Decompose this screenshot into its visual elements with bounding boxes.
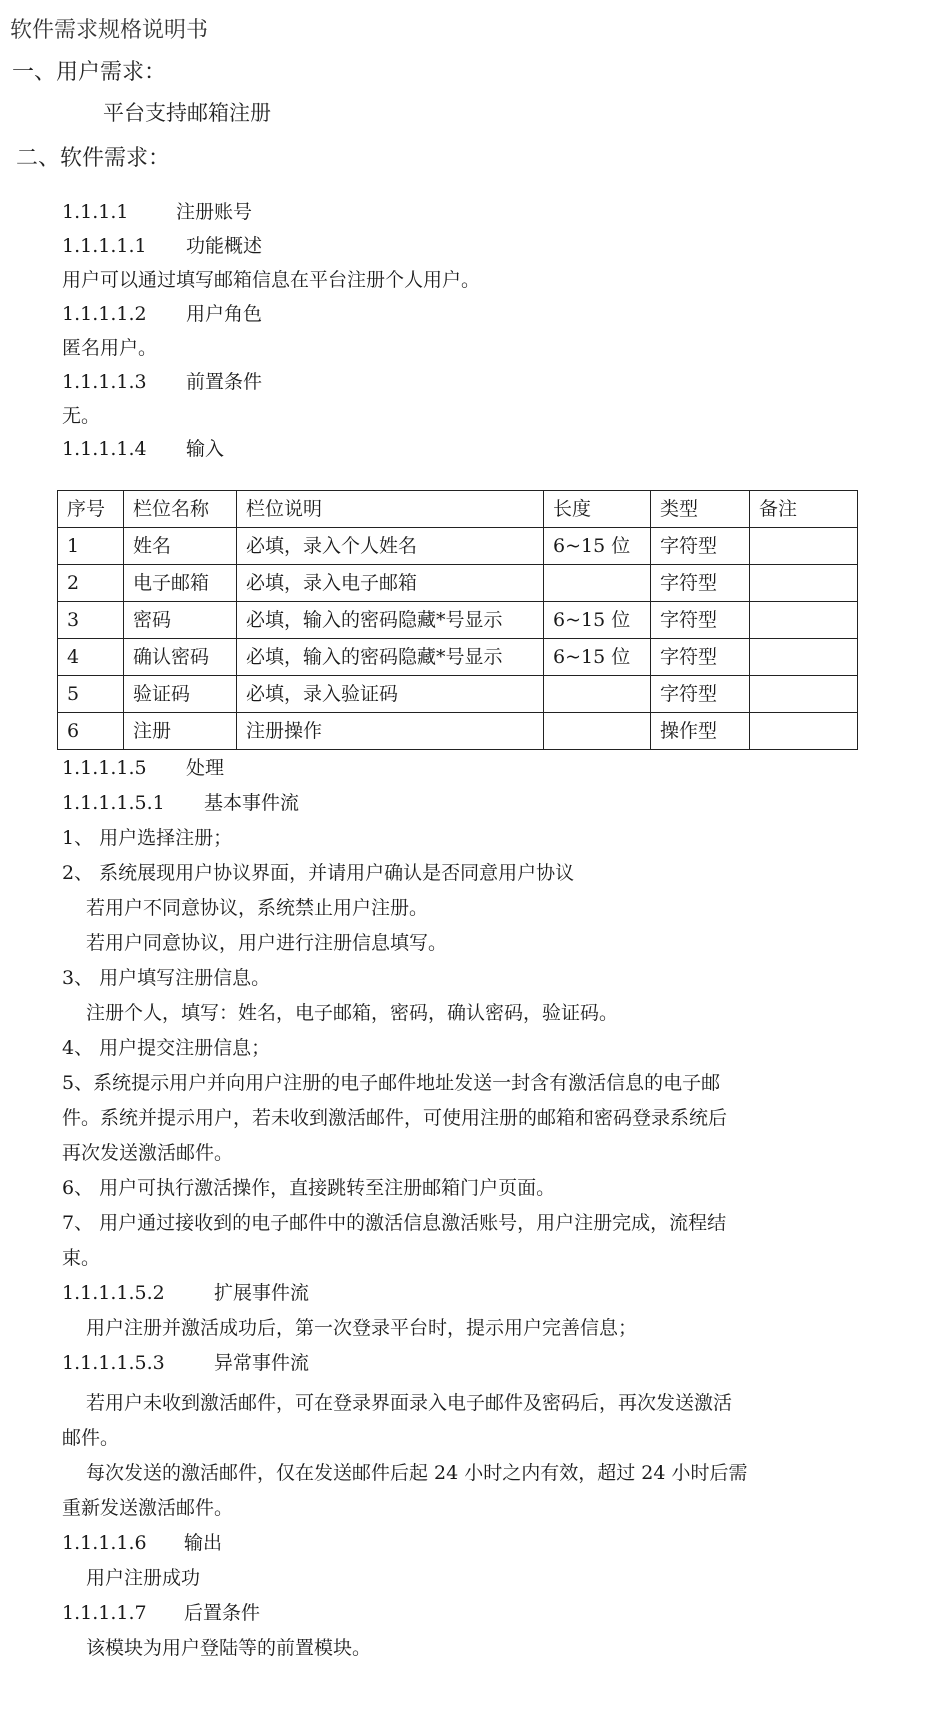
basic-flow-step-7-line-2: 束。 <box>62 1247 101 1269</box>
heading-11115-number: 1.1.1.1.5 <box>62 757 147 779</box>
table-header-cell: 栏位名称 <box>124 491 237 528</box>
user-requirement-text: 平台支持邮箱注册 <box>103 101 271 125</box>
table-header-cell: 备注 <box>750 491 858 528</box>
table-cell <box>750 713 858 750</box>
table-cell <box>544 565 651 602</box>
heading-111153-number: 1.1.1.1.5.3 <box>62 1352 165 1374</box>
heading-11111-number: 1.1.1.1.1 <box>62 235 147 257</box>
user-role-text: 匿名用户。 <box>62 337 158 359</box>
heading-11115-label: 处理 <box>186 757 225 779</box>
table-header-row <box>58 491 858 528</box>
table-cell: 必填，录入个人姓名 <box>237 528 544 565</box>
table-cell: 字符型 <box>651 528 750 565</box>
table-cell: 电子邮箱 <box>124 565 237 602</box>
heading-11114-label: 输入 <box>186 438 225 460</box>
section-user-requirements-heading: 一、用户需求： <box>12 60 167 85</box>
function-overview-text: 用户可以通过填写邮箱信息在平台注册个人用户。 <box>62 269 481 291</box>
heading-111151 <box>62 791 299 815</box>
basic-flow-step-4: 4、 用户提交注册信息； <box>62 1037 271 1059</box>
heading-11111 <box>62 234 262 258</box>
table-row <box>58 528 858 565</box>
exception-flow-p2-line-1: 每次发送的激活邮件，仅在发送邮件后起 24 小时之内有效，超过 24 小时后需 <box>86 1462 748 1484</box>
table-cell: 必填，录入电子邮箱 <box>237 565 544 602</box>
basic-flow-step-5-line-1: 5、系统提示用户并向用户注册的电子邮件地址发送一封含有激活信息的电子邮 <box>62 1072 721 1094</box>
heading-1111-number: 1.1.1.1 <box>62 201 129 223</box>
heading-11116-label: 输出 <box>184 1532 223 1554</box>
heading-1111-label: 注册账号 <box>176 201 253 223</box>
heading-11117-number: 1.1.1.1.7 <box>62 1602 147 1624</box>
table-cell: 姓名 <box>124 528 237 565</box>
table-cell <box>544 676 651 713</box>
exception-flow-p1-line-2: 邮件。 <box>62 1427 120 1449</box>
table-cell: 字符型 <box>651 602 750 639</box>
table-cell: 确认密码 <box>124 639 237 676</box>
table-cell: 字符型 <box>651 676 750 713</box>
table-cell <box>750 565 858 602</box>
heading-11112-label: 用户角色 <box>186 303 263 325</box>
table-header-cell: 栏位说明 <box>237 491 544 528</box>
table-header-cell: 类型 <box>651 491 750 528</box>
heading-11114 <box>62 437 224 461</box>
heading-11115 <box>62 756 224 780</box>
table-cell: 5 <box>58 676 124 713</box>
table-cell <box>750 676 858 713</box>
table-cell: 验证码 <box>124 676 237 713</box>
basic-flow-step-5-line-3: 再次发送激活邮件。 <box>62 1142 234 1164</box>
table-cell: 6 <box>58 713 124 750</box>
exception-flow-p2-line-2: 重新发送激活邮件。 <box>62 1497 234 1519</box>
input-fields-table <box>57 490 858 750</box>
basic-flow-step-3: 3、 用户填写注册信息。 <box>62 967 271 989</box>
table-cell <box>750 528 858 565</box>
section-software-requirements-heading: 二、软件需求： <box>16 146 171 171</box>
heading-11114-number: 1.1.1.1.4 <box>62 438 147 460</box>
extended-flow-text: 用户注册并激活成功后，第一次登录平台时，提示用户完善信息； <box>86 1317 638 1339</box>
postcondition-text: 该模块为用户登陆等的前置模块。 <box>86 1637 372 1659</box>
table-cell: 4 <box>58 639 124 676</box>
table-row <box>58 565 858 602</box>
basic-flow-step-2: 2、 系统展现用户协议界面，并请用户确认是否同意用户协议 <box>62 862 575 884</box>
table-cell: 必填，输入的密码隐藏*号显示 <box>237 602 544 639</box>
basic-flow-step-6: 6、 用户可执行激活操作，直接跳转至注册邮箱门户页面。 <box>62 1177 556 1199</box>
heading-11113 <box>62 370 262 394</box>
table-cell: 必填，输入的密码隐藏*号显示 <box>237 639 544 676</box>
table-row <box>58 713 858 750</box>
table-header-cell: 长度 <box>544 491 651 528</box>
table-cell: 6~15 位 <box>544 528 651 565</box>
heading-1111 <box>62 200 252 224</box>
output-text: 用户注册成功 <box>86 1567 201 1589</box>
table-cell: 注册 <box>124 713 237 750</box>
table-row <box>58 639 858 676</box>
table-cell: 必填，录入验证码 <box>237 676 544 713</box>
heading-111153-label: 异常事件流 <box>214 1352 310 1374</box>
heading-11112-number: 1.1.1.1.2 <box>62 303 147 325</box>
table-cell: 字符型 <box>651 639 750 676</box>
table-cell: 操作型 <box>651 713 750 750</box>
heading-11112 <box>62 302 262 326</box>
heading-11116-number: 1.1.1.1.6 <box>62 1532 147 1554</box>
basic-flow-step-3a: 注册个人，填写：姓名，电子邮箱，密码，确认密码，验证码。 <box>86 1002 619 1024</box>
basic-flow-step-2a: 若用户不同意协议，系统禁止用户注册。 <box>86 897 429 919</box>
precondition-text: 无。 <box>62 405 101 427</box>
table-row <box>58 676 858 713</box>
heading-111152-number: 1.1.1.1.5.2 <box>62 1282 165 1304</box>
heading-11117-label: 后置条件 <box>184 1602 261 1624</box>
heading-11111-label: 功能概述 <box>186 235 263 257</box>
document-title: 软件需求规格说明书 <box>10 18 209 43</box>
basic-flow-step-5-line-2: 件。系统并提示用户，若未收到激活邮件，可使用注册的邮箱和密码登录系统后 <box>62 1107 728 1129</box>
heading-11113-number: 1.1.1.1.3 <box>62 371 147 393</box>
heading-11116 <box>62 1531 222 1555</box>
table-cell: 3 <box>58 602 124 639</box>
basic-flow-step-2b: 若用户同意协议，用户进行注册信息填写。 <box>86 932 448 954</box>
table-row <box>58 602 858 639</box>
heading-111152-label: 扩展事件流 <box>214 1282 310 1304</box>
table-cell <box>750 602 858 639</box>
table-cell: 注册操作 <box>237 713 544 750</box>
exception-flow-p1-line-1: 若用户未收到激活邮件，可在登录界面录入电子邮件及密码后，再次发送激活 <box>86 1392 733 1414</box>
basic-flow-step-1: 1、 用户选择注册； <box>62 827 233 849</box>
heading-111151-number: 1.1.1.1.5.1 <box>62 792 165 814</box>
table-cell: 密码 <box>124 602 237 639</box>
heading-11117 <box>62 1601 260 1625</box>
heading-111153 <box>62 1351 309 1375</box>
table-cell: 6~15 位 <box>544 602 651 639</box>
basic-flow-step-7-line-1: 7、 用户通过接收到的电子邮件中的激活信息激活账号，用户注册完成，流程结 <box>62 1212 727 1234</box>
heading-111151-label: 基本事件流 <box>204 792 300 814</box>
table-header-cell: 序号 <box>58 491 124 528</box>
heading-11113-label: 前置条件 <box>186 371 263 393</box>
table-cell: 1 <box>58 528 124 565</box>
table-cell: 2 <box>58 565 124 602</box>
table-cell <box>750 639 858 676</box>
heading-111152 <box>62 1281 309 1305</box>
table-cell <box>544 713 651 750</box>
table-cell: 字符型 <box>651 565 750 602</box>
table-cell: 6~15 位 <box>544 639 651 676</box>
